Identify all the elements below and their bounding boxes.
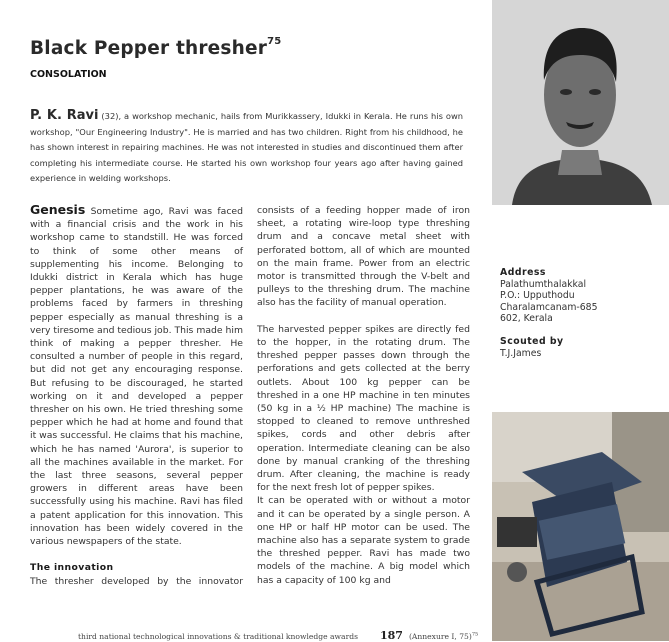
genesis-text: Sometime ago, Ravi was faced with a financial crisis and the work in his workshop came to standstill. He was forced to think of some other means of supplementing his income. Belonging to Idukki district in Kerala which has huge pepper plantations, he was aware of the problems faced by farmers in threshing pepper especially as manual threshing is a very tiresome and tedious job. This made him think of making a pepper thresher. He consulted a number of people in this regard, but did not get any encouraging response. But refusing to be discouraged, he started working on it and developed a pepper thresher on his own. He tried threshing some pepper which he had at home and found that it was successful. He claims that his machine, which he has named 'Aurora', is superior to all the machines available in the market. For the last three seasons, several pepper growers in different areas have been successfully using his machine. Ravi has filed a patent application for this innovation. This innovation has been widely covered in the various newspapers of the state. xyxy=(30,206,243,548)
scouted-by-label: Scouted by xyxy=(500,335,564,347)
innovation-text-start: The thresher developed by the innovator xyxy=(30,575,243,587)
page-number: 187 xyxy=(379,629,403,642)
features-paragraph: It can be operated with or without a motor and it can be operated by a single person. A one HP or half HP motor can be used. The machine also has a separate system to grade the threshed pepper. Ravi has made two models of the machine. A big model which has a capacity of 100 kg and xyxy=(257,495,470,586)
thresher-photo xyxy=(492,412,669,641)
page-footer xyxy=(78,629,478,642)
page-title xyxy=(30,38,281,59)
innovator-photo xyxy=(492,0,669,205)
address-line: Charalamcanam-685 xyxy=(500,301,598,313)
address-line: 602, Kerala xyxy=(500,313,553,325)
intro-paragraph xyxy=(30,108,463,187)
scout-name: T.J.James xyxy=(500,347,542,359)
operation-paragraph: The harvested pepper spikes are directly fed to the hopper, in the rotating drum. The threshed pepper passes down through the perforations and gets collected at the berry outlets. About 100 kg pepper can be threshed in a one HP machine in ten minutes (50 kg in a ½ HP machine) The machine is stopped to cleaned to remove unthreshed spikes, cords and other debris after operation. Intermediate cleaning can be also done by manual cranking of the threshing drum. After cleaning, the machine is ready for the next fresh lot of pepper spikes. xyxy=(257,323,470,494)
footer-text: third national technological innovations & traditional knowledge awards xyxy=(78,632,358,641)
innovation-heading: The innovation xyxy=(30,562,114,574)
portrait-image xyxy=(492,0,669,205)
annexure-footnote: 75 xyxy=(471,631,479,638)
sidebar-details xyxy=(500,267,598,359)
genesis-heading: Genesis xyxy=(30,202,86,217)
address-line: P.O.: Upputhodu xyxy=(500,290,575,302)
genesis-paragraph xyxy=(30,203,243,548)
title-text: Black Pepper thresher xyxy=(30,38,268,59)
annexure-ref: (Annexure I, 75) xyxy=(408,632,472,641)
intro-text: (32), a workshop mechanic, hails from Murikkassery, Idukki in Kerala. He runs his own workshop, "Our Engineering Industry". He is married and has two children. Right from his childhood, he has shown interest in repairing machines. He was not interested in studies and discontinued them after completing his intermediate course. He started his own workshop four years ago after having gained experience in welding workshops. xyxy=(30,111,464,184)
address-line: Palathumthalakkal xyxy=(500,278,587,290)
award-category: CONSOLATION xyxy=(30,69,107,80)
column-right xyxy=(257,204,470,587)
innovator-name: P. K. Ravi xyxy=(30,108,99,123)
title-footnote: 75 xyxy=(267,36,282,47)
thresher-image xyxy=(492,412,669,641)
column-left xyxy=(30,203,243,588)
address-label: Address xyxy=(500,267,546,278)
innovation-text-continued: consists of a feeding hopper made of iron sheet, a rotating wire-loop type threshing drum and a concave metal sheet with perforated bottom, all of which are mounted on the main frame. Power from an electric motor is transmitted through the V-belt and pulleys to the threshing drum. The machine also has the facility of manual operation. xyxy=(257,205,470,309)
